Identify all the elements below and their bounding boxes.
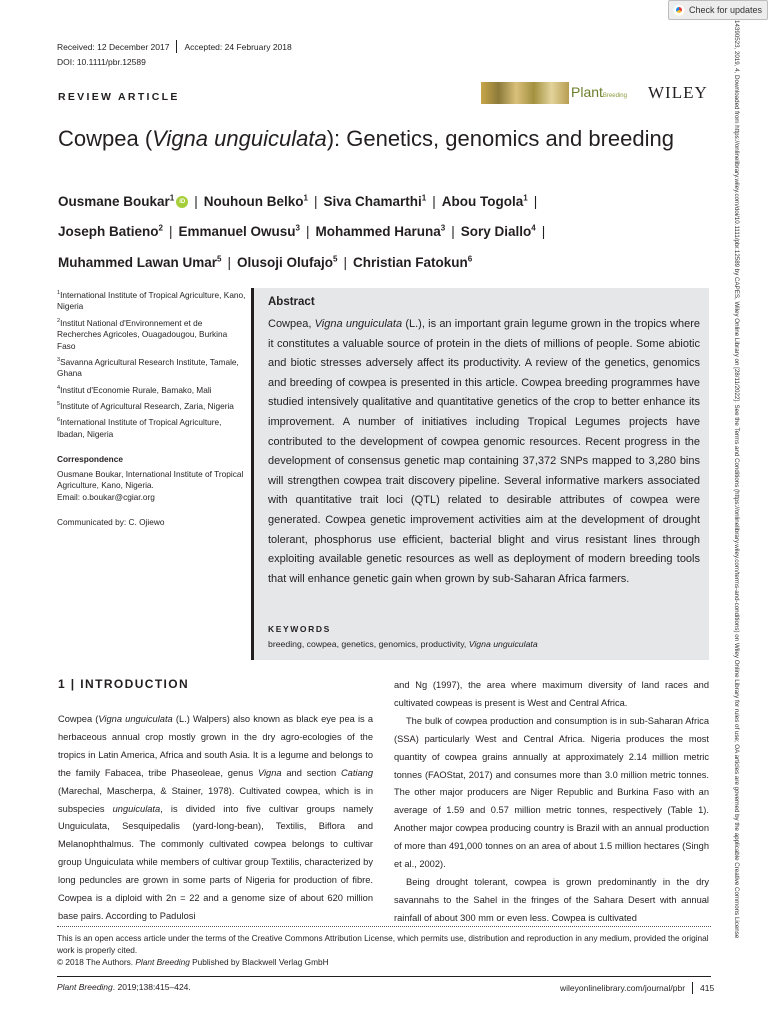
- author-affil-sup: 5: [217, 254, 222, 263]
- author-name: Muhammed Lawan Umar: [58, 254, 218, 270]
- author[interactable]: [58, 194, 188, 209]
- author-affil-sup: 4: [531, 223, 536, 233]
- author-affil-sup: 1: [303, 193, 308, 202]
- author-affil-sup: 1: [421, 193, 427, 202]
- affiliation: [57, 288, 247, 313]
- title-species: Vigna unguiculata: [152, 126, 327, 151]
- body-column-right: [394, 677, 709, 928]
- author-separator: |: [168, 224, 173, 239]
- text-italic: Catiang: [340, 767, 374, 778]
- text-run: , is divided into five cultivar groups namely Unguiculata, Sesquipedalis (yard-long-bean), Textilis, Biflora and Melanophthalmus. The commonly cultivated cowpea belongs to cultivar group Unguiculata while members of cultivar group Textilis, characterized by long peduncles are grown in some parts of Nigeria for production of fibre. Cowpea is a diploid with 2n = 22 and a genome size of about 620 million base pairs. According to Padulosi: [58, 803, 373, 921]
- author-separator: |: [343, 254, 347, 270]
- crossmark-icon: [673, 4, 685, 16]
- author-affil-sup: 2: [158, 223, 163, 233]
- author-name: Abou Togola: [441, 193, 524, 209]
- affil-text: Institut National d'Environnement et de Recherches Agricoles, Ouagadougou, Burkina Faso: [57, 317, 228, 351]
- keywords-list: [268, 639, 538, 649]
- download-notice-sidebar: 14390523, 2019, 4, Downloaded from https://onlinelibrary.wiley.com/doi/10.1111/pbr.12589 by CAPES, Wiley Online Library on [28/11/2022]. See the Terms and Conditions (https://onlinelibrary.wiley.com/terms-and-conditions) on Wiley Online Library for rules of use; OA articles are governed by the applicable Creative Commons License: [733, 20, 740, 939]
- correspondence-email[interactable]: Email: o.boukar@cgiar.org: [57, 491, 155, 502]
- author[interactable]: [179, 224, 300, 239]
- text-run: (L.) Walpers) also known as black eye pea is a herbaceous annual crop mostly grown in the dry agro-ecologies of the tropics in Latin America, Africa and south Asia. It is a legume and belongs to the family Fabacea, tribe Phaseoleae, genus: [58, 714, 373, 778]
- plant-breeding-logo: [481, 82, 643, 104]
- text-italic: unguiculata: [112, 803, 161, 814]
- abstract-part: Cowpea,: [268, 318, 315, 330]
- section-heading-introduction: 1 | INTRODUCTION: [58, 677, 190, 691]
- author[interactable]: [204, 194, 308, 209]
- copyright-journal: Plant Breeding: [135, 957, 190, 967]
- title-part: ): Genetics, genomics and breeding: [326, 126, 674, 151]
- paragraph: [58, 711, 373, 926]
- received-date: Received: 12 December 2017: [57, 41, 170, 52]
- affiliation: [57, 399, 247, 412]
- author[interactable]: [58, 255, 222, 270]
- footer-volume: . 2019;138:415–424.: [112, 982, 191, 992]
- paragraph: and Ng (1997), the area where maximum diversity of land races and cultivated cowpeas is present is West and Central Africa.: [394, 680, 709, 708]
- article-title: [58, 126, 674, 152]
- footer-journal: Plant Breeding: [57, 982, 113, 992]
- correspondence-address: Ousmane Boukar, International Institute of Tropical Agriculture, Kano, Nigeria.: [57, 468, 244, 491]
- author-affil-sup: 3: [295, 223, 300, 233]
- correspondence-heading: Correspondence: [57, 454, 123, 465]
- author-separator: |: [541, 224, 546, 239]
- abstract-heading: Abstract: [268, 296, 315, 308]
- title-part: Cowpea (: [58, 126, 153, 151]
- keywords-heading: KEYWORDS: [268, 624, 331, 634]
- abstract-species: Vigna unguiculata: [314, 318, 403, 330]
- author-separator: |: [227, 254, 232, 270]
- author-affil-sup: 3: [440, 223, 446, 233]
- affiliation: [57, 383, 247, 396]
- journal-logo-text: [571, 84, 627, 104]
- author[interactable]: [461, 224, 536, 239]
- author-affil-sup: 1: [169, 193, 175, 202]
- affil-num: 2: [57, 317, 61, 324]
- paragraph: Being drought tolerant, cowpea is grown predominantly in the dry savannahs to the Sahel in the fringes of the Sahara Desert with annual rainfall of about 300 mm or even less. Cowpea is cultivated: [394, 876, 709, 923]
- page-number: 415: [700, 983, 715, 993]
- orcid-icon[interactable]: iD: [176, 196, 188, 208]
- correspondence-text: [57, 469, 247, 504]
- author-name: Joseph Batieno: [58, 224, 159, 239]
- check-for-updates-label: Check for updates: [689, 5, 763, 15]
- divider: [176, 40, 177, 53]
- communicated-by: Communicated by: C. Ojiewo: [57, 517, 165, 528]
- text-run: Cowpea (: [58, 714, 99, 724]
- affil-num: 4: [57, 384, 61, 391]
- keywords-species: Vigna unguiculata: [468, 639, 538, 649]
- accepted-date: Accepted: 24 February 2018: [184, 41, 292, 52]
- text-run: and section: [281, 767, 341, 778]
- body-column-left: [58, 711, 373, 926]
- copyright-text: © 2018 The Authors.: [57, 957, 136, 967]
- affiliation: [57, 355, 247, 380]
- article-type: REVIEW ARTICLE: [58, 91, 180, 103]
- affil-num: 6: [57, 417, 61, 424]
- affil-num: 3: [57, 357, 61, 364]
- journal-url[interactable]: wileyonlinelibrary.com/journal/pbr: [560, 983, 686, 993]
- footer-citation: [57, 982, 191, 992]
- affil-text: Institut d'Economie Rurale, Bamako, Mali: [60, 384, 212, 395]
- author-separator: |: [451, 224, 455, 239]
- check-for-updates-button[interactable]: [668, 0, 768, 20]
- author-affil-sup: 5: [333, 254, 338, 263]
- journal-logo-sub: Breeding: [602, 93, 627, 99]
- author-name: Mohammed Haruna: [315, 224, 441, 239]
- affiliation: [57, 415, 247, 440]
- author-separator: |: [194, 193, 198, 209]
- affiliations: [57, 288, 247, 532]
- author-name: Olusoji Olufajo: [237, 254, 334, 270]
- author-affil-sup: 1: [523, 193, 528, 202]
- text-italic: Vigna: [257, 767, 282, 778]
- copyright-line: [57, 956, 711, 968]
- affiliation: [57, 316, 247, 352]
- author[interactable]: [323, 194, 426, 209]
- affil-text: Savanna Agricultural Research Institute, Tamale, Ghana: [57, 356, 239, 379]
- affil-text: International Institute of Tropical Agriculture, Ibadan, Nigeria: [57, 417, 222, 439]
- author-separator: |: [432, 193, 436, 209]
- author[interactable]: [442, 194, 528, 209]
- author-name: Christian Fatokun: [353, 254, 468, 270]
- author[interactable]: [58, 224, 163, 239]
- footer-divider: [57, 976, 711, 977]
- author-name: Ousmane Boukar: [58, 193, 170, 209]
- author-name: Siva Chamarthi: [323, 193, 422, 209]
- author-list: [58, 184, 698, 276]
- abstract-part: (L.), is an important grain legume grown in the tropics where it constitutes a valuable source of protein in the diets of millions of people. Some abiotic and biotic stresses adversely affect its productivity. A review of the genetics, genomics and breeding of cowpea is presented in this article. Cowpea breeding programmes have studied intensively qualitative and quantitative genetics of the crop to better enhance its improvement. A number of initiatives including Tropical Legumes projects have contributed to the development of cowpea genomic resources. Recent progress in the development of consensus genetic map containing 37,372 SNPs mapped to 3,280 bins will strengthen cowpea trait discovery pipeline. Several informative markers associated with quantitative trait loci (QTL) related to desirable attributes of cowpea were generated. Cowpea genetic improvement activities aim at the development of drought tolerant, phosphorus use efficient, bacterial blight and virus resistant lines through exploiting available genetic resources as well as deployment of modern breeding tools that will enhance genetic gain when grown by sub-Saharan Africa farmers.: [268, 318, 700, 585]
- author-separator: |: [533, 193, 538, 209]
- footer-right: [560, 982, 714, 994]
- license-footnote: [57, 932, 711, 968]
- affil-num: 5: [57, 401, 61, 408]
- copyright-text: Published by Blackwell Verlag GmbH: [189, 957, 329, 967]
- author[interactable]: [316, 224, 446, 239]
- article-dates: [57, 40, 292, 53]
- affil-text: Institute of Agricultural Research, Zaria, Nigeria: [60, 400, 234, 411]
- abstract-text: [268, 315, 700, 589]
- affil-num: 1: [57, 290, 61, 296]
- author-affil-sup: 6: [467, 254, 473, 263]
- affil-text: International Institute of Tropical Agriculture, Kano, Nigeria: [57, 289, 246, 312]
- author-name: Nouhoun Belko: [203, 193, 304, 209]
- author[interactable]: [353, 255, 472, 270]
- author[interactable]: [237, 255, 337, 270]
- author-separator: |: [313, 193, 318, 209]
- footnote-divider: [57, 926, 711, 927]
- publisher-logo: WILEY: [648, 83, 708, 102]
- keywords-text: breeding, cowpea, genetics, genomics, productivity,: [268, 639, 469, 649]
- license-text: This is an open access article under the terms of the Creative Commons Attribution License, which permits use, distribution and reproduction in any medium, provided the original work is properly cited.: [57, 933, 709, 955]
- divider: [692, 982, 693, 994]
- paragraph: The bulk of cowpea production and consumption is in sub-Saharan Africa (SSA) particularly West and Central Africa. Nigeria produces the most quantity of cowpea grains annually at approximately 2.14 million metric tonnes (FAOStat, 2017) and consumes more than 3.0 million metric tonnes. The other major producers are Niger Republic and Burkina Faso with an average of 1.59 and 0.57 million metric tonnes, respectively (Table 1). Another major cowpea producing country is Brazil with an annual production of more than 491,000 tonnes on an area of about 1.5 million hectares (Singh et al., 2002).: [394, 715, 709, 870]
- text-italic: Vigna unguiculata: [98, 714, 173, 724]
- author-name: Sory Diallo: [460, 224, 532, 239]
- journal-logo-word: Plant: [571, 84, 603, 100]
- doi[interactable]: DOI: 10.1111/pbr.12589: [57, 57, 146, 67]
- text-run: (Marechal, Mascherpa, & Stainer, 1978). Cultivated cowpea, which is in subspecies: [58, 785, 373, 814]
- author-separator: |: [305, 224, 310, 239]
- author-name: Emmanuel Owusu: [178, 224, 296, 239]
- wheat-banner-image: [481, 82, 569, 104]
